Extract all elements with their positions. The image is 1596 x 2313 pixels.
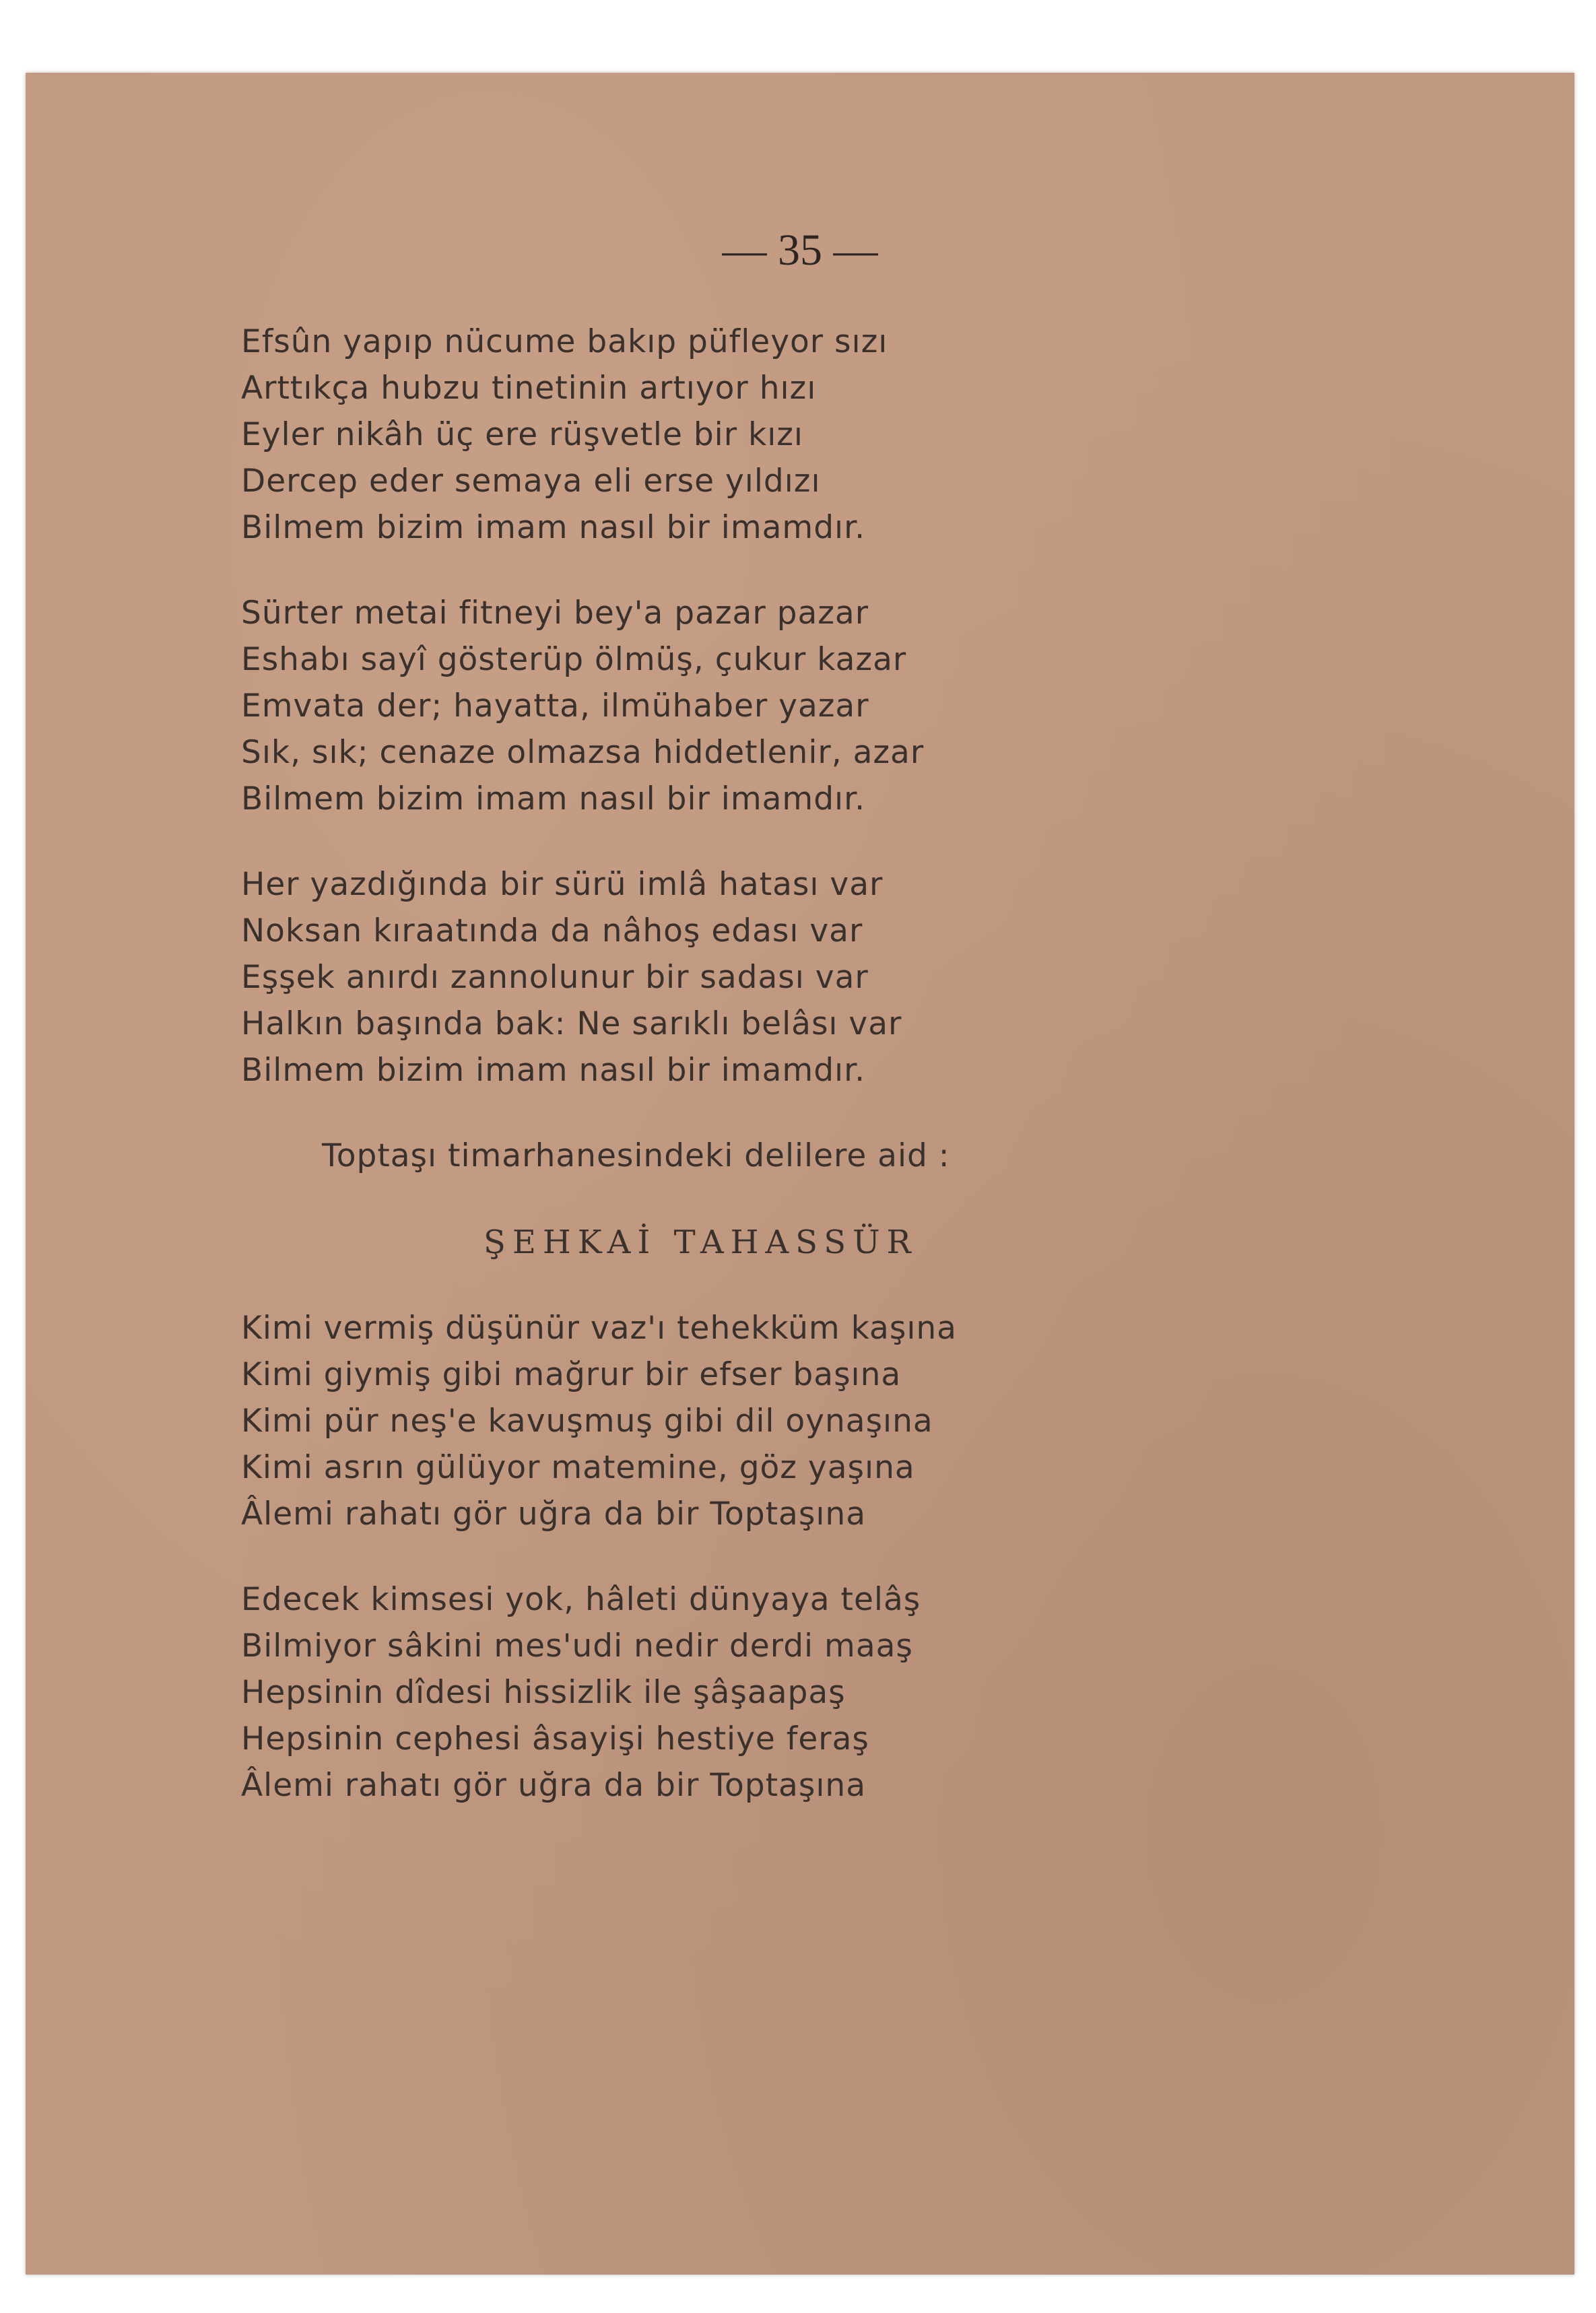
- verse-line: Eyler nikâh üç ere rüşvetle bir kızı: [241, 416, 803, 453]
- verse-line: Kimi asrın gülüyor matemine, göz yaşına: [241, 1449, 915, 1486]
- verse-line: Eşşek anırdı zannolunur bir sadası var: [241, 959, 869, 996]
- stanza: [241, 319, 1507, 551]
- verse-line: Noksan kıraatında da nâhoş edası var: [241, 912, 863, 949]
- verse-line: Bilmem bizim imam nasıl bir imamdır.: [241, 509, 866, 546]
- verse-line: Hepsinin cephesi âsayişi hestiye feraş: [241, 1720, 869, 1757]
- verse-line: Sık, sık; cenaze olmazsa hiddetlenir, azar: [241, 734, 925, 771]
- stanza: [241, 861, 1507, 1094]
- poem-text: [241, 319, 1507, 1848]
- verse-line: Emvata der; hayatta, ilmühaber yazar: [241, 688, 869, 725]
- verse-line: Eshabı sayî gösterüp ölmüş, çukur kazar: [241, 641, 907, 678]
- stanza: [241, 1576, 1507, 1809]
- stanza: [241, 1305, 1507, 1537]
- verse-line: Kimi pür neş'e kavuşmuş gibi dil oynaşına: [241, 1403, 933, 1440]
- verse-line: Bilmiyor sâkini mes'udi nedir derdi maaş: [241, 1628, 913, 1665]
- poem-caption: Toptaşı timarhanesindeki delilere aid :: [322, 1137, 950, 1174]
- verse-line: Sürter metai fitneyi bey'a pazar pazar: [241, 595, 869, 632]
- verse-line: Edecek kimsesi yok, hâleti dünyaya telâş: [241, 1581, 921, 1618]
- book-page: [26, 73, 1574, 2275]
- verse-line: Bilmem bizim imam nasıl bir imamdır.: [241, 780, 866, 817]
- verse-line: Dercep eder semaya eli erse yıldızı: [241, 463, 821, 500]
- verse-line: Âlemi rahatı gör uğra da bir Toptaşına: [241, 1496, 866, 1533]
- verse-line: Efsûn yapıp nücume bakıp püfleyor sızı: [241, 323, 888, 360]
- verse-line: Kimi giymiş gibi mağrur bir efser başına: [241, 1356, 902, 1393]
- page-number: — 35 —: [722, 226, 878, 275]
- verse-line: Kimi vermiş düşünür vaz'ı tehekküm kaşına: [241, 1310, 957, 1347]
- verse-line: Her yazdığında bir sürü imlâ hatası var: [241, 866, 884, 903]
- verse-line: Âlemi rahatı gör uğra da bir Toptaşına: [241, 1767, 866, 1804]
- verse-line: Arttıkça hubzu tinetinin artıyor hızı: [241, 370, 817, 407]
- verse-line: Bilmem bizim imam nasıl bir imamdır.: [241, 1052, 866, 1089]
- stanza: [241, 590, 1507, 822]
- verse-line: Hepsinin dîdesi hissizlik ile şâşaapaş: [241, 1674, 846, 1711]
- verse-line: Halkın başında bak: Ne sarıklı belâsı var: [241, 1005, 902, 1042]
- poem-heading: ŞEHKAİ TAHASSÜR: [484, 1223, 918, 1261]
